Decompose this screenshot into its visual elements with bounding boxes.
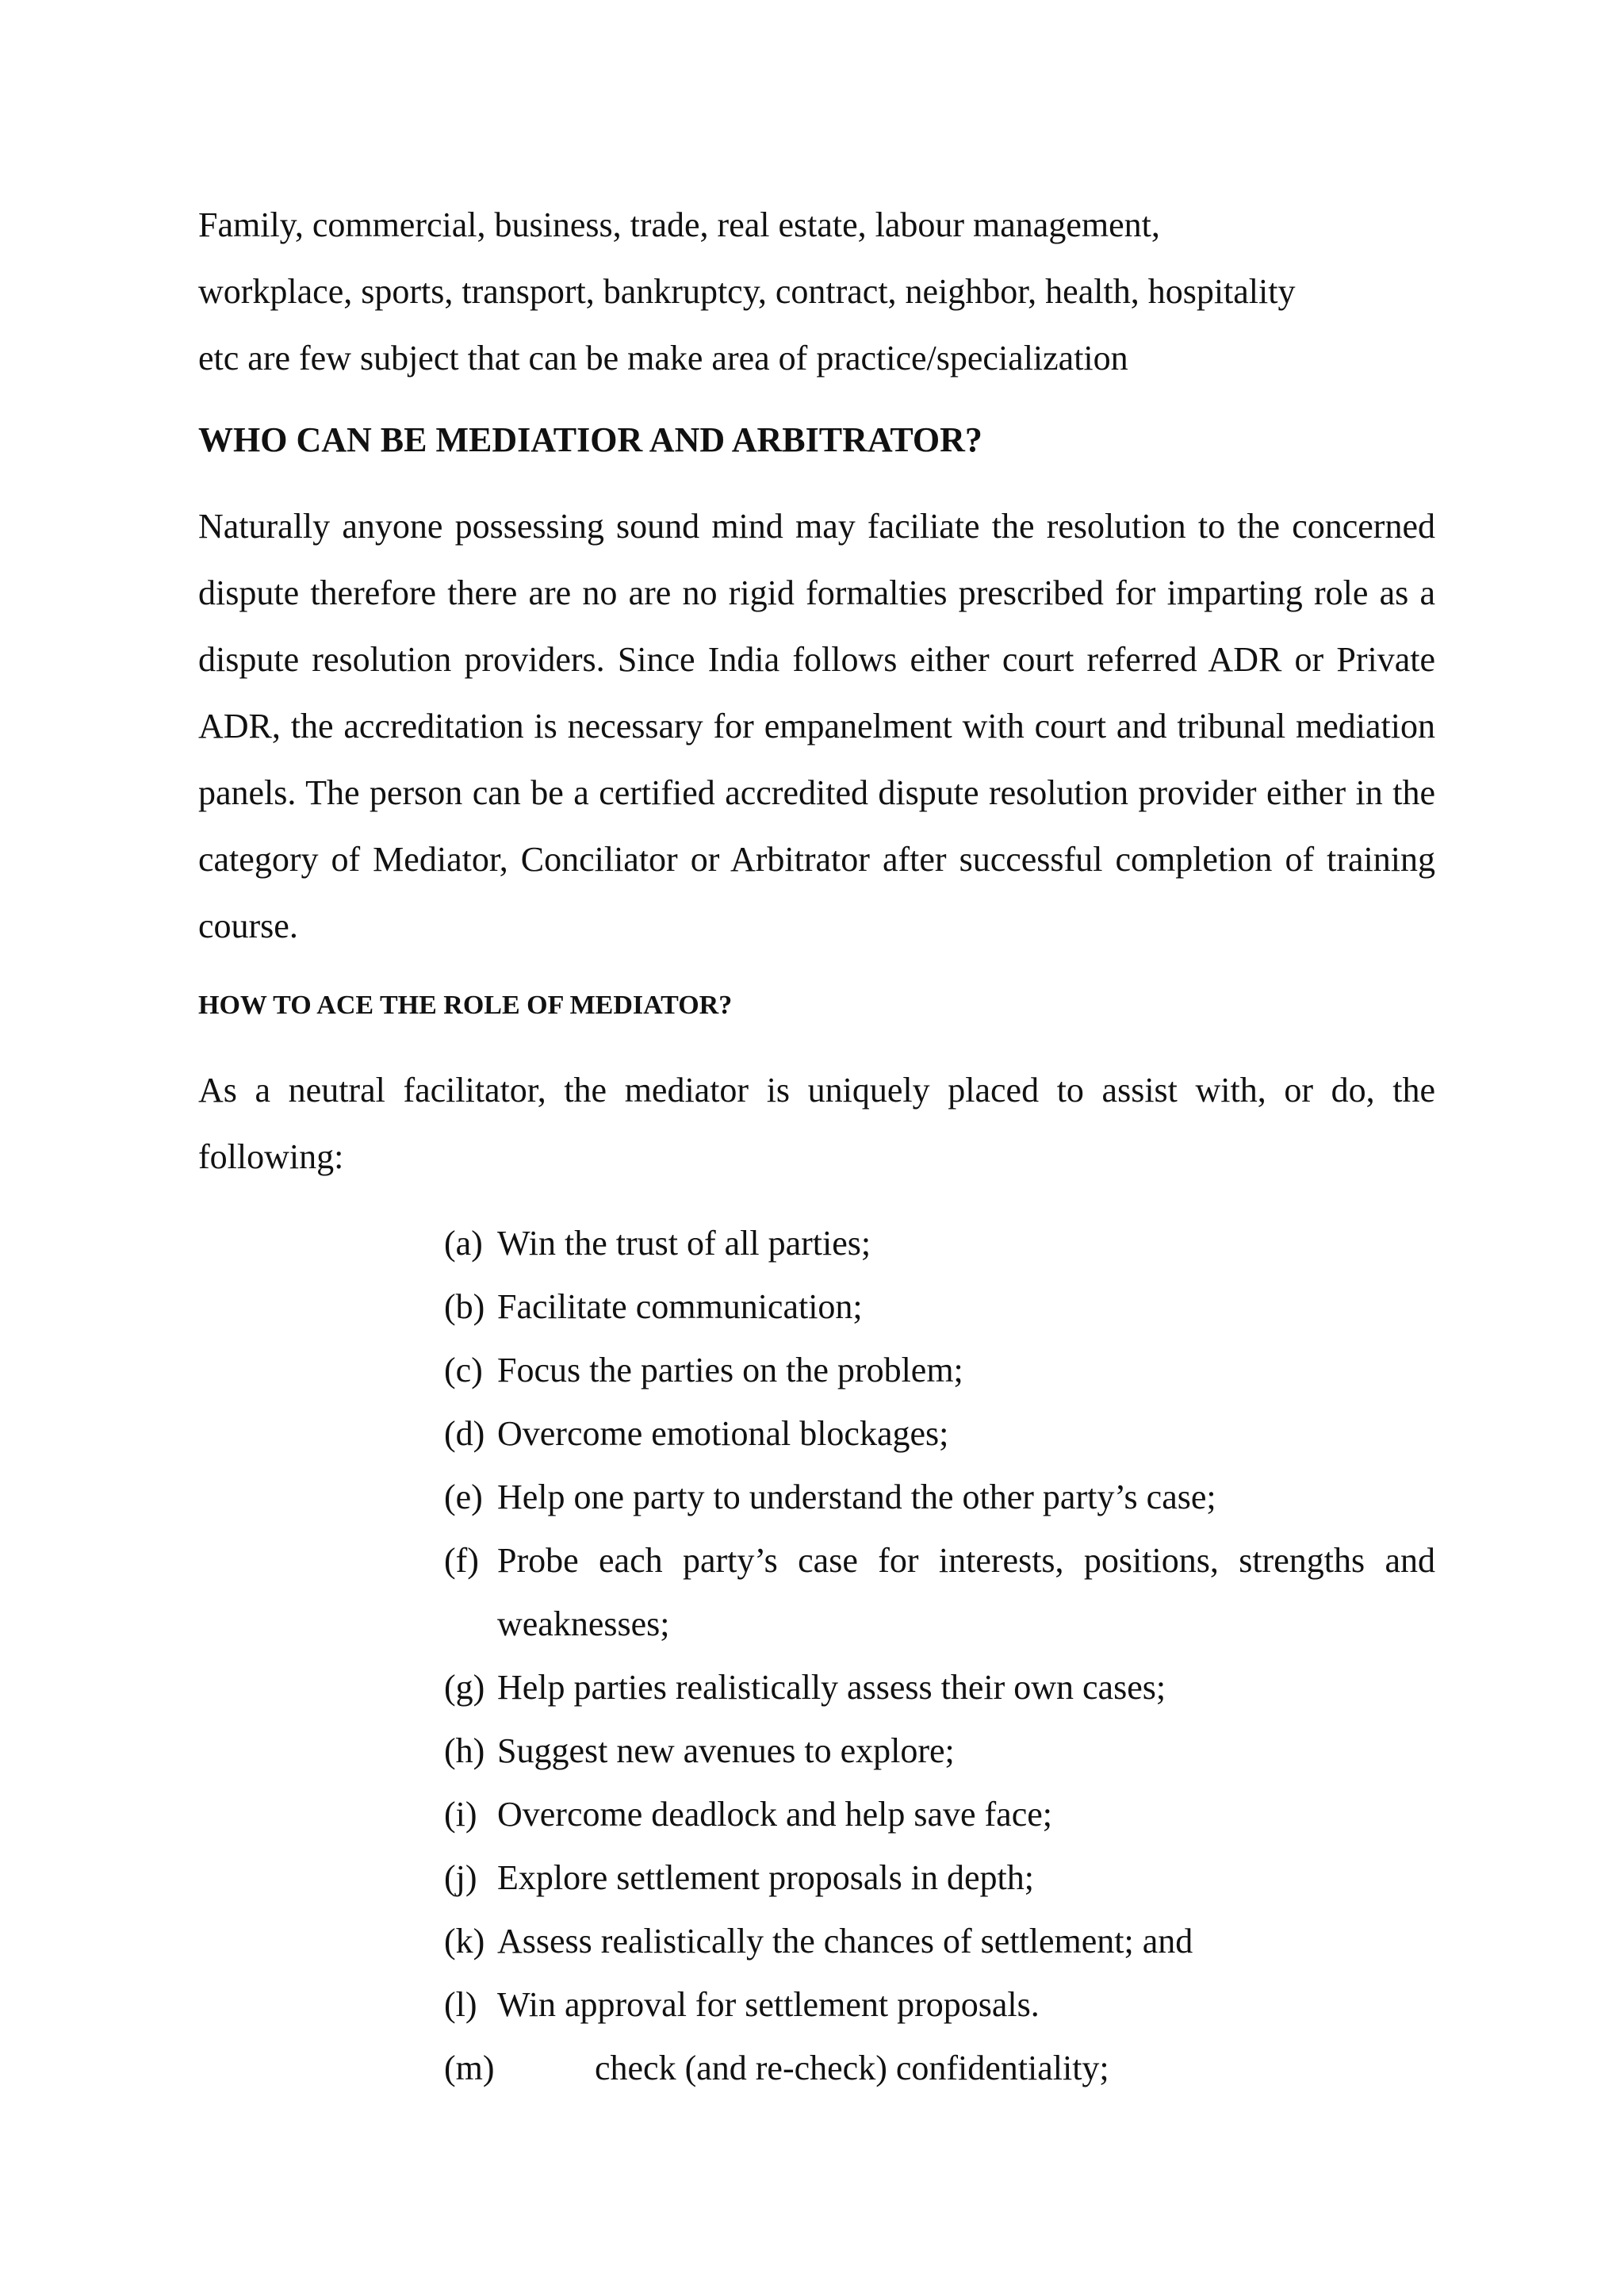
list-item-text: Win the trust of all parties; — [497, 1224, 871, 1263]
list-item — [444, 1973, 1435, 2037]
list-item-text: Help parties realistically assess their own cases; — [497, 1668, 1166, 1707]
list-item — [444, 1275, 1435, 1339]
list-item — [444, 1529, 1435, 1656]
intro-line: Family, commercial, business, trade, real estate, labour management, — [198, 205, 1160, 244]
list-item-text: Overcome emotional blockages; — [497, 1414, 949, 1453]
list-marker: (k) — [444, 1922, 485, 1961]
list-marker: (m) — [444, 2049, 495, 2087]
list-marker: (e) — [444, 1478, 483, 1516]
section-heading-how-to-ace-role: HOW TO ACE THE ROLE OF MEDIATOR? — [198, 991, 733, 1020]
list-marker: (c) — [444, 1351, 483, 1389]
list-marker: (l) — [444, 1985, 477, 2024]
list-item — [444, 1846, 1435, 1910]
list-item-text: Probe each party’s case for interests, positions, strengths and weaknesses; — [497, 1541, 1435, 1643]
list-item-text: Focus the parties on the problem; — [497, 1351, 963, 1389]
paragraph-who-can-be-mediator: Naturally anyone possessing sound mind may faciliate the resolution to the concerned dispute therefore there are no are no rigid formalties prescribed for imparting role as a dispute resolution providers. Since India follows either court referred ADR or Private ADR, the accreditation is necessary for empanelment with court and tribunal mediation panels. The person can be a certified accredited dispute resolution provider either in the category of Mediator, Conciliator or Arbitrator after successful completion of training course. — [198, 507, 1435, 945]
list-item — [444, 2037, 1435, 2100]
list-item-text: check (and re-check) confidentiality; — [595, 2049, 1109, 2087]
list-item-text: Help one party to understand the other party’s case; — [497, 1478, 1216, 1516]
page-content — [198, 192, 1435, 2100]
list-item-text: Facilitate communication; — [497, 1287, 863, 1326]
list-item-text: Explore settlement proposals in depth; — [497, 1858, 1034, 1897]
list-marker: (g) — [444, 1668, 485, 1707]
paragraph-neutral-facilitator: As a neutral facilitator, the mediator is uniquely placed to assist with, or do, the following: — [198, 1071, 1435, 1176]
list-marker: (i) — [444, 1795, 477, 1834]
list-item — [444, 1656, 1435, 1719]
intro-paragraph — [198, 192, 1435, 392]
list-item-text: Suggest new avenues to explore; — [497, 1731, 955, 1770]
list-item — [444, 1402, 1435, 1466]
list-item-text: Assess realistically the chances of settlement; and — [497, 1922, 1193, 1961]
list-item-text: Win approval for settlement proposals. — [497, 1985, 1040, 2024]
list-marker: (a) — [444, 1224, 483, 1263]
list-item-text: Overcome deadlock and help save face; — [497, 1795, 1052, 1834]
list-marker: (h) — [444, 1731, 485, 1770]
intro-line: etc are few subject that can be make area of practice/specialization — [198, 339, 1128, 378]
list-item — [444, 1783, 1435, 1846]
list-item — [444, 1466, 1435, 1529]
list-item — [444, 1212, 1435, 1275]
list-marker: (f) — [444, 1541, 479, 1580]
list-marker: (b) — [444, 1287, 485, 1326]
list-marker: (d) — [444, 1414, 485, 1453]
list-item — [444, 1910, 1435, 1973]
intro-line: workplace, sports, transport, bankruptcy, contract, neighbor, health, hospitality — [198, 272, 1296, 311]
mediator-tasks-list — [198, 1212, 1435, 2100]
list-item — [444, 1719, 1435, 1783]
section-heading-who-can-be-mediator: WHO CAN BE MEDIATIOR AND ARBITRATOR? — [198, 420, 982, 459]
list-marker: (j) — [444, 1858, 477, 1897]
list-item — [444, 1339, 1435, 1402]
